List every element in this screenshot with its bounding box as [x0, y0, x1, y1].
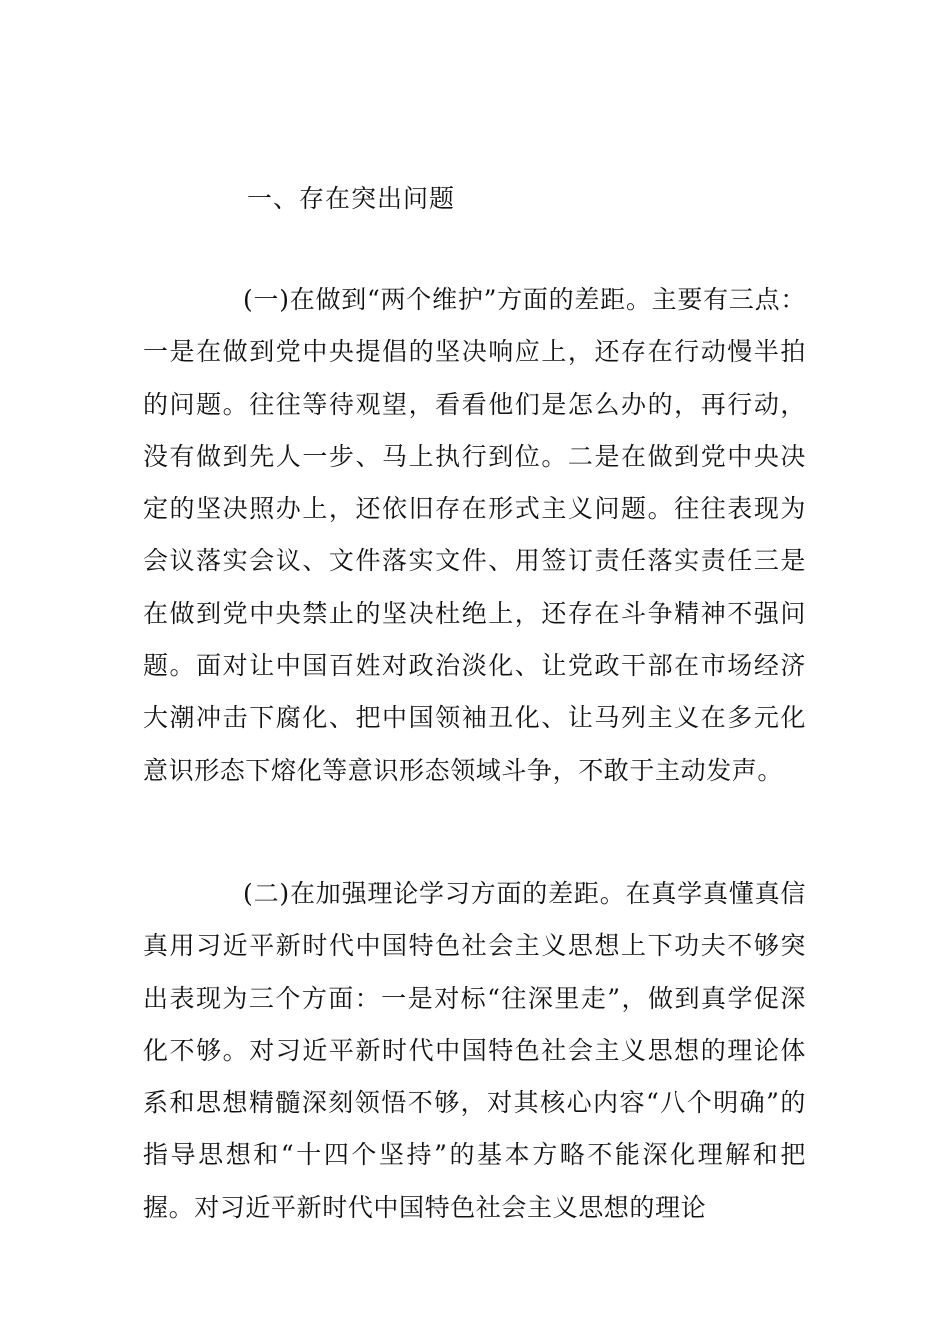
- paragraph-theory-study: (二)在加强理论学习方面的差距。在真学真懂真信真用习近平新时代中国特色社会主义思想上下功夫不够突出表现为三个方面：一是对标“往深里走”，做到真学促深化不够。对习近平新时代中国特色社会主义思想的理论体系和思想精髓深刻领悟不够，对其核心内容“八个明确”的指导思想和“十四个坚持”的基本方略不能深化理解和把握。对习近平新时代中国特色社会主义思想的理论: [143, 879, 806, 1222]
- section-heading: 一、存在突出问题: [247, 184, 456, 213]
- paragraph-two-safeguards: (一)在做到“两个维护”方面的差距。主要有三点：一是在做到党中央提倡的坚决响应上，还存在行动慢半拍的问题。往往等待观望，看看他们是怎么办的，再行动，没有做到先人一步、马上执行到位。二是在做到党中央决定的坚决照办上，还依旧存在形式主义问题。往往表现为会议落实会议、文件落实文件、用签订责任落实责任三是在做到党中央禁止的坚决杜绝上，还存在斗争精神不强问题。面对让中国百姓对政治淡化、让党政干部在市场经济大潮冲击下腐化、把中国领袖丑化、让马列主义在多元化意识形态下熔化等意识形态领域斗争，不敢于主动发声。: [143, 285, 806, 785]
